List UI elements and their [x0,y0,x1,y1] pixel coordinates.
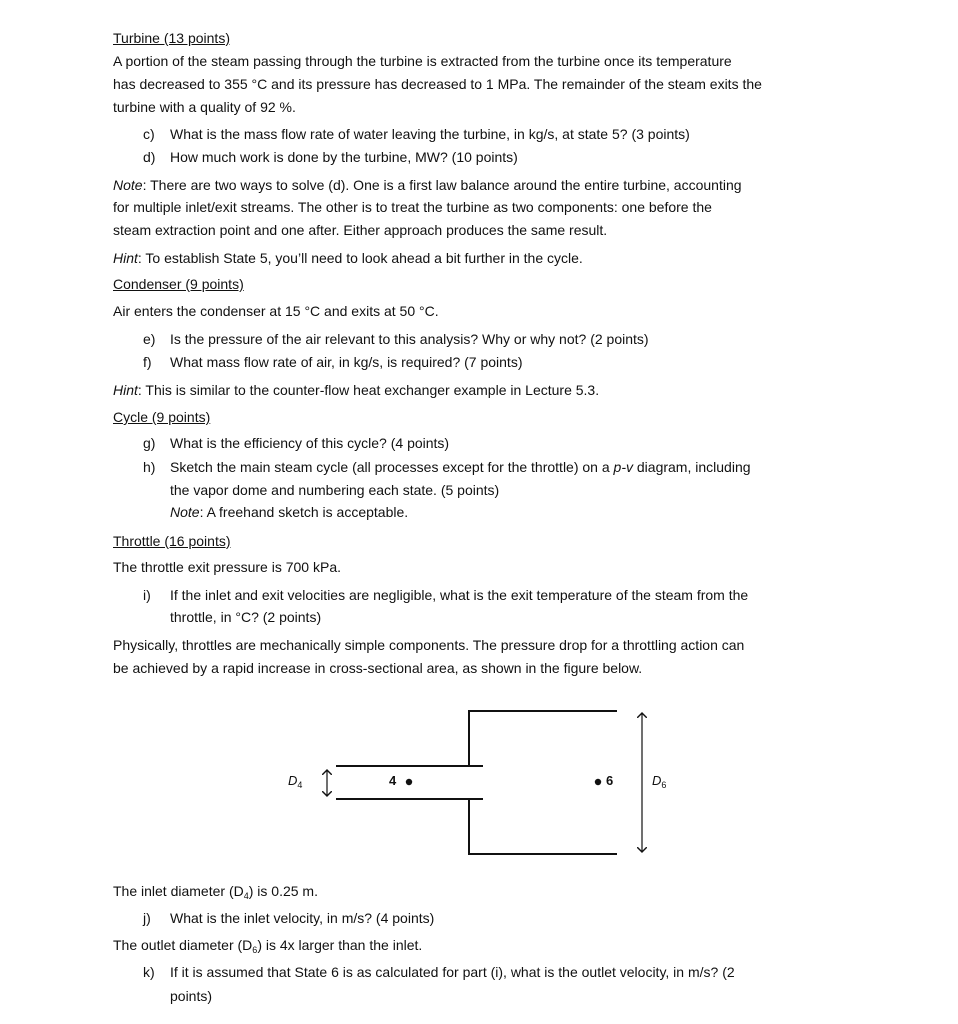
point-6-dot [595,779,601,785]
turbine-para-line: turbine with a quality of 92 %. [113,99,296,115]
d6-label [652,773,666,790]
turbine-para-line: has decreased to 355 °C and its pressure has decreased to 1 MPa. The remainder of the steam exits the [113,76,762,92]
hint-label: Hint [113,250,138,266]
cycle-heading: Cycle (9 points) [113,409,211,425]
text: ) is 0.25 m. [248,883,318,899]
point-4-dot [406,779,412,785]
question-label: k) [143,964,155,980]
question-text: Sketch the main steam cycle (all processes except for the throttle) on a [170,459,614,475]
outlet-wall-top [469,711,617,766]
d4-symbol: D [288,773,298,788]
question-j [143,909,434,927]
condenser-para: Air enters the condenser at 15 °C and exits at 50 °C. [113,303,439,319]
question-h-line2: the vapor dome and numbering each state. (5 points) [170,482,500,498]
d4-label [288,773,302,790]
outlet-wall-bottom [469,799,617,854]
hint-text: : This is similar to the counter-flow heat exchanger example in Lecture 5.3. [137,382,600,398]
question-text: What is the inlet velocity, in m/s? (4 points) [170,910,435,926]
d6-symbol: D [652,773,662,788]
question-text: diagram, including [633,459,751,475]
question-label: i) [143,587,151,603]
question-label: f) [143,354,152,370]
question-label: e) [143,331,156,347]
inlet-diameter-text [113,882,318,905]
note-label: Note [170,504,200,520]
question-text: Is the pressure of the air relevant to this analysis? Why or why not? (2 points) [170,331,649,347]
question-k-line2: points) [170,988,213,1004]
turbine-note-line: steam extraction point and one after. Either approach produces the same result. [113,222,608,238]
question-k [143,963,735,981]
note-text: : There are two ways to solve (d). One is a first law balance around the entire turbine, accounting [142,177,742,193]
note-text: : A freehand sketch is acceptable. [199,504,409,520]
physically-line: be achieved by a rapid increase in cross-sectional area, as shown in the figure below. [113,660,643,676]
subscript: 6 [252,945,258,955]
question-label: c) [143,126,155,142]
throttle-para: The throttle exit pressure is 700 kPa. [113,559,341,575]
text: ) is 4x larger than the inlet. [257,937,423,953]
turbine-heading: Turbine (13 points) [113,30,230,46]
outlet-diameter-text [113,936,422,959]
question-text: What is the efficiency of this cycle? (4 points) [170,435,450,451]
d6-subscript: 6 [661,780,667,790]
question-text: What mass flow rate of air, in kg/s, is required? (7 points) [170,354,523,370]
turbine-note-line: for multiple inlet/exit streams. The other is to treat the turbine as two components: one before the [113,199,712,215]
subscript: 4 [243,891,249,901]
turbine-para-line: A portion of the steam passing through the turbine is extracted from the turbine once its temperature [113,53,732,69]
question-text: If it is assumed that State 6 is as calculated for part (i), what is the outlet velocity, in m/s? (2 [170,964,735,980]
text: The outlet diameter (D [113,937,253,953]
throttle-heading: Throttle (16 points) [113,533,231,549]
d4-subscript: 4 [297,780,303,790]
hint-text: : To establish State 5, you’ll need to look ahead a bit further in the cycle. [137,250,583,266]
question-label: h) [143,459,156,475]
note-label: Note [113,177,143,193]
point-4-label: 4 [389,773,397,788]
physically-line: Physically, throttles are mechanically simple components. The pressure drop for a throttling action can [113,637,745,653]
question-text: What is the mass flow rate of water leaving the turbine, in kg/s, at state 5? (3 points) [170,126,690,142]
question-label: j) [143,910,151,926]
question-label: g) [143,435,156,451]
condenser-heading: Condenser (9 points) [113,276,244,292]
text: The inlet diameter (D [113,883,244,899]
hint-label: Hint [113,382,138,398]
pv-term: p-v [613,459,633,475]
question-label: d) [143,149,156,165]
question-text: If the inlet and exit velocities are negligible, what is the exit temperature of the steam from the [170,587,749,603]
point-6-label: 6 [606,773,614,788]
question-text: How much work is done by the turbine, MW? (10 points) [170,149,518,165]
question-i-line2: throttle, in °C? (2 points) [170,609,322,625]
